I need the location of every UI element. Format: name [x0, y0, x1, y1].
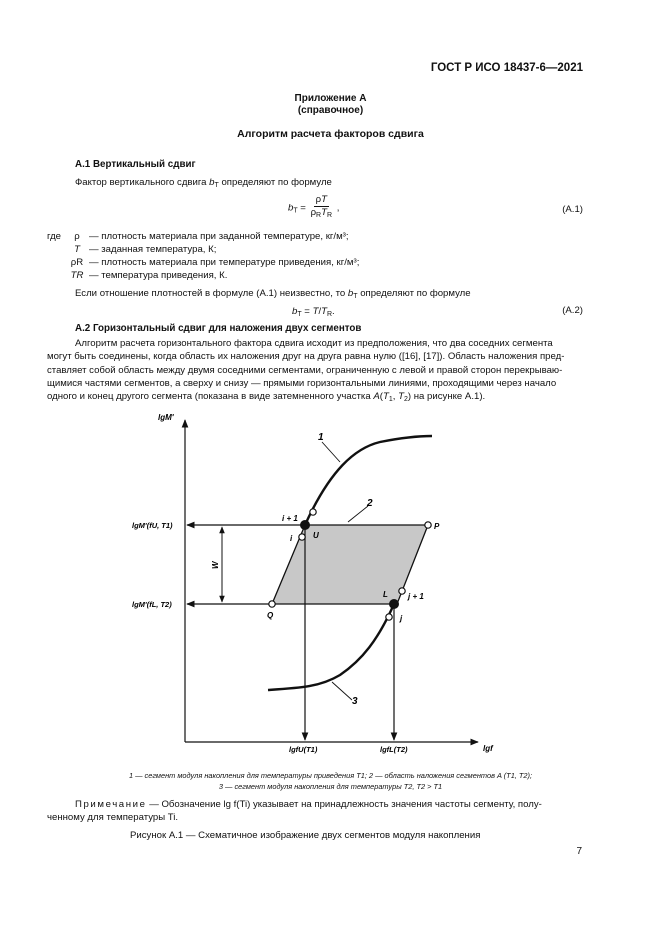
where-symbol: ρR — [70, 257, 84, 268]
point-i — [299, 534, 305, 540]
appendix-title: Приложение А — [294, 93, 367, 104]
where-prefix: где — [47, 231, 62, 242]
point-q — [269, 601, 275, 607]
label-i-plus-1: i + 1 — [282, 514, 298, 523]
curve-1 — [305, 436, 432, 525]
width-label: W — [211, 561, 220, 569]
where-item — [47, 269, 567, 282]
lower-level-label: lgM'(fL, T2) — [132, 600, 172, 609]
x-tick-fu: lgfU(T1) — [289, 745, 318, 754]
label-l: L — [383, 590, 388, 599]
label-j: j — [400, 614, 403, 623]
curve-3 — [268, 604, 394, 690]
point-i-plus-1 — [310, 509, 316, 515]
page-number: 7 — [576, 846, 582, 857]
section-a1-heading: А.1 Вертикальный сдвиг — [75, 159, 196, 170]
where-symbol: T — [74, 244, 80, 255]
equation-a1-number: (А.1) — [562, 204, 583, 215]
curve-3-label: 3 — [352, 696, 358, 707]
region-2-label: 2 — [367, 498, 373, 509]
paragraph-line: ставляет собой область между двумя соседними сегментами, ограниченную с левой и правой сторон перекрываю- — [47, 364, 563, 376]
figure-a1 — [0, 400, 661, 770]
note-text-1: — Обозначение lg f(Ti) указывает на принадлежность значения частоты сегменту, полу- — [149, 799, 542, 810]
paragraph-line: одного и конец другого сегмента (показана в виде затемненного участка — [47, 391, 371, 403]
appendix-heading: Алгоритм расчета факторов сдвига — [237, 128, 424, 140]
note-suffix: определяют по формуле — [360, 288, 471, 299]
where-symbol: TR — [70, 270, 84, 281]
region-2-leader — [348, 506, 368, 522]
point-j — [386, 614, 392, 620]
document-id: ГОСТ Р ИСО 18437-6—2021 — [430, 62, 583, 74]
where-item — [47, 243, 567, 256]
paragraph-last-line: одного и конец другого сегмента (показана в виде затемненного участка $A(T_1$, $T_2$) на рисунке А.1). — [47, 391, 486, 404]
label-j-plus-1: j + 1 — [408, 592, 424, 601]
paragraph-line: на рисунке А.1). — [413, 391, 486, 403]
where-item — [47, 256, 567, 269]
note-prefix: Если отношение плотностей в формуле (А.1) неизвестно, то — [75, 288, 346, 299]
section-a1-note: Если отношение плотностей в формуле (А.1) неизвестно, то $b_T$ определяют по формуле — [75, 288, 471, 300]
intro-suffix: определяют по формуле — [221, 177, 332, 188]
label-q: Q — [267, 611, 274, 620]
intro-prefix: Фактор вертикального сдвига — [75, 177, 207, 188]
figure-caption: Рисунок А.1 — Схематичное изображение двух сегментов модуля накопления — [130, 830, 481, 841]
appendix-subtitle: (справочное) — [297, 105, 364, 116]
point-p — [425, 522, 431, 528]
upper-level-label: lgM'(fU, T1) — [132, 521, 173, 530]
curve-3-leader — [332, 682, 352, 700]
section-a2-paragraph — [47, 337, 584, 406]
figure-note-cont: ченному для температуры Ti. — [47, 812, 179, 823]
label-u: U — [313, 531, 319, 540]
paragraph-line: щимися частями сегментов, а сверху и снизу — прямыми горизонтальными линиями, проходящими через начало — [47, 377, 557, 389]
where-text: — температура приведения, К. — [89, 270, 228, 281]
x-axis-label: lgf — [483, 744, 493, 753]
label-i: i — [290, 534, 293, 543]
figure-note — [75, 798, 585, 811]
section-a2-heading: А.2 Горизонтальный сдвиг для наложения двух сегментов — [75, 323, 362, 334]
paragraph-line: Алгоритм расчета горизонтального фактора сдвига исходит из предположения, что два соседних сегмента — [75, 338, 553, 349]
where-list — [47, 230, 567, 282]
y-axis-label: lgM' — [158, 413, 174, 422]
point-l — [389, 599, 399, 609]
x-tick-fl: lgfL(T2) — [380, 745, 408, 754]
equation-a2: $b_T = T/T_R$. — [292, 306, 335, 318]
where-symbol: ρ — [74, 231, 80, 242]
point-u — [300, 520, 310, 530]
paragraph-line: могут быть соединены, когда область их наложения друг на друга равна нулю ([16], [17]). Область наложения пред- — [47, 351, 565, 363]
curve-1-label: 1 — [318, 432, 324, 443]
equation-a1: $b_T$ = $\frac{\rho T}{\rho_RT_R}$ , — [288, 194, 340, 219]
where-text: — заданная температура, К; — [89, 244, 217, 255]
where-text: — плотность материала при температуре приведения, кг/м³; — [89, 257, 360, 268]
where-item — [47, 230, 567, 243]
figure-legend-line-2: 3 — сегмент модуля накопления для температуры T2, T2 > T1 — [218, 782, 443, 791]
label-p: P — [434, 522, 440, 531]
section-a1-intro: Фактор вертикального сдвига $b_T$ определяют по формуле — [75, 177, 332, 189]
equation-a2-number: (А.2) — [562, 305, 583, 316]
figure-legend-line-1: 1 — сегмент модуля накопления для температуры приведения T1; 2 — область наложения сегментов A (T1, T2); — [128, 771, 533, 780]
point-j-plus-1 — [399, 588, 405, 594]
note-label: Примечание — [75, 799, 147, 810]
curve-1-leader — [322, 442, 340, 462]
where-text: — плотность материала при заданной температуре, кг/м³; — [89, 231, 349, 242]
